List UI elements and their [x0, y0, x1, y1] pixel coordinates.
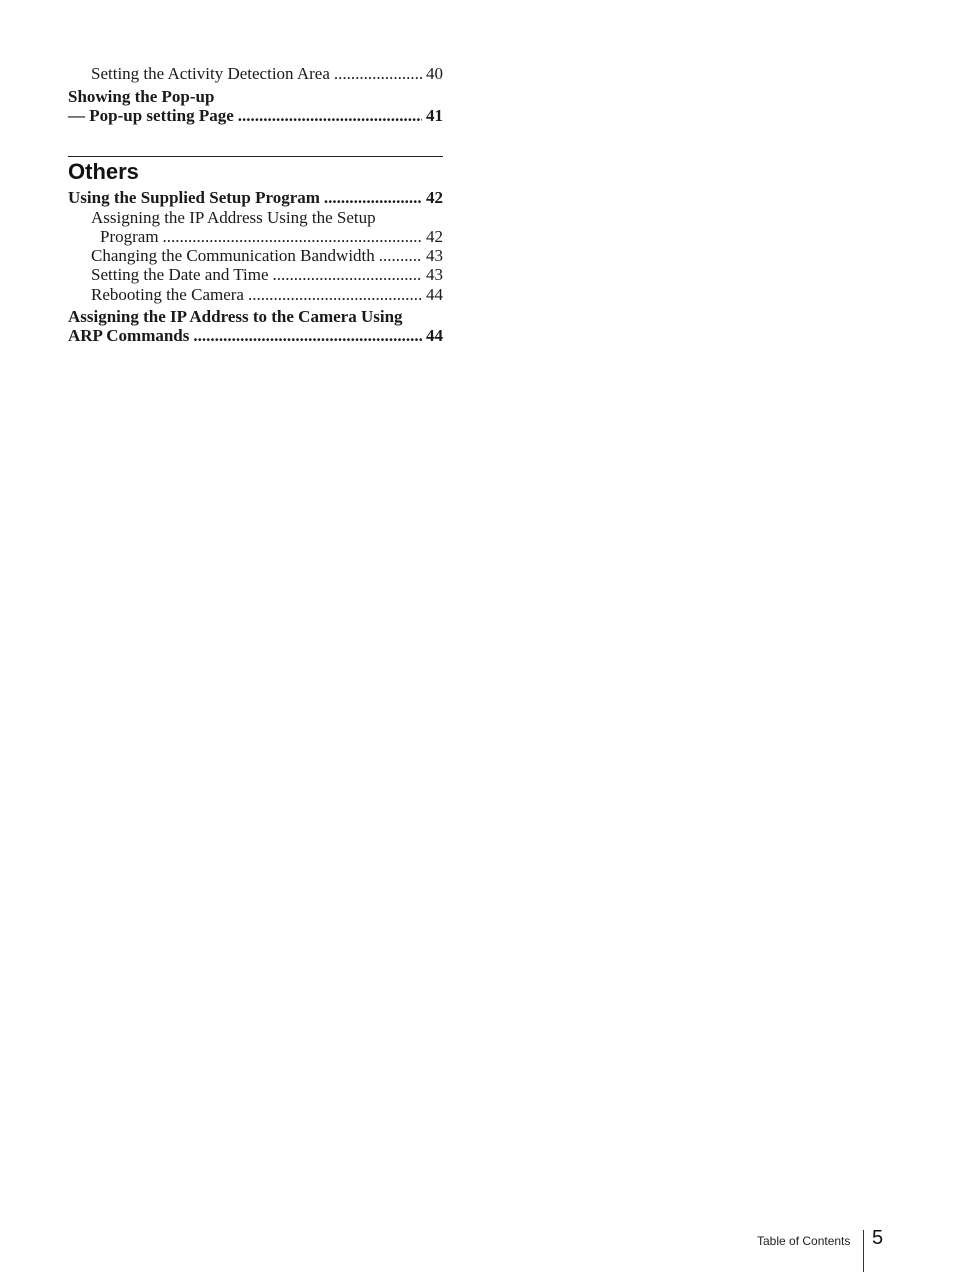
toc-entry-title: Using the Supplied Setup Program	[68, 188, 320, 207]
toc-entry-page: 42	[426, 188, 443, 207]
toc-entry-assign-ip-line2[interactable]	[100, 227, 443, 247]
toc-entry-page: 40	[426, 64, 443, 83]
toc-entry-title: Setting the Date and Time	[91, 265, 269, 284]
toc-entry-page: 43	[426, 265, 443, 284]
toc-entry-page: 42	[426, 227, 443, 246]
toc-entry-page: 44	[426, 285, 443, 304]
section-heading-others: Others	[68, 159, 139, 184]
footer-page-number: 5	[872, 1227, 884, 1249]
toc-entry-title: Changing the Communication Bandwidth	[91, 246, 375, 265]
toc-entry-assign-ip-line1[interactable]: Assigning the IP Address Using the Setup	[91, 208, 376, 227]
toc-entry-activity-detection-area[interactable]	[91, 64, 443, 84]
footer-divider	[863, 1230, 864, 1272]
footer-section-label: Table of Contents	[757, 1234, 851, 1248]
toc-entry-communication-bandwidth[interactable]	[91, 246, 443, 266]
toc-entry-title: Program	[100, 227, 159, 246]
toc-entry-popup-setting-page[interactable]	[68, 106, 443, 126]
section-divider	[68, 156, 443, 157]
dot-leader	[163, 227, 422, 247]
dot-leader	[379, 246, 422, 266]
dot-leader	[238, 106, 422, 126]
toc-entry-rebooting-camera[interactable]	[91, 285, 443, 305]
toc-entry-page: 44	[426, 326, 443, 345]
dot-leader	[248, 285, 422, 305]
dot-leader	[273, 265, 422, 285]
toc-entry-page: 41	[426, 106, 443, 125]
toc-entry-setup-program[interactable]	[68, 188, 443, 208]
toc-entry-title: ARP Commands	[68, 326, 190, 345]
toc-entry-arp-commands[interactable]	[68, 326, 443, 346]
toc-heading-showing-popup[interactable]: Showing the Pop-up	[68, 87, 215, 106]
toc-entry-title: Setting the Activity Detection Area	[91, 64, 330, 83]
dot-leader	[334, 64, 422, 84]
toc-entry-title: Rebooting the Camera	[91, 285, 244, 304]
toc-entry-page: 43	[426, 246, 443, 265]
dot-leader	[324, 188, 422, 208]
dot-leader	[193, 326, 422, 346]
toc-entry-date-and-time[interactable]	[91, 265, 443, 285]
toc-entry-title: — Pop-up setting Page	[68, 106, 234, 125]
toc-entry-arp-line1[interactable]: Assigning the IP Address to the Camera Using	[68, 307, 403, 326]
